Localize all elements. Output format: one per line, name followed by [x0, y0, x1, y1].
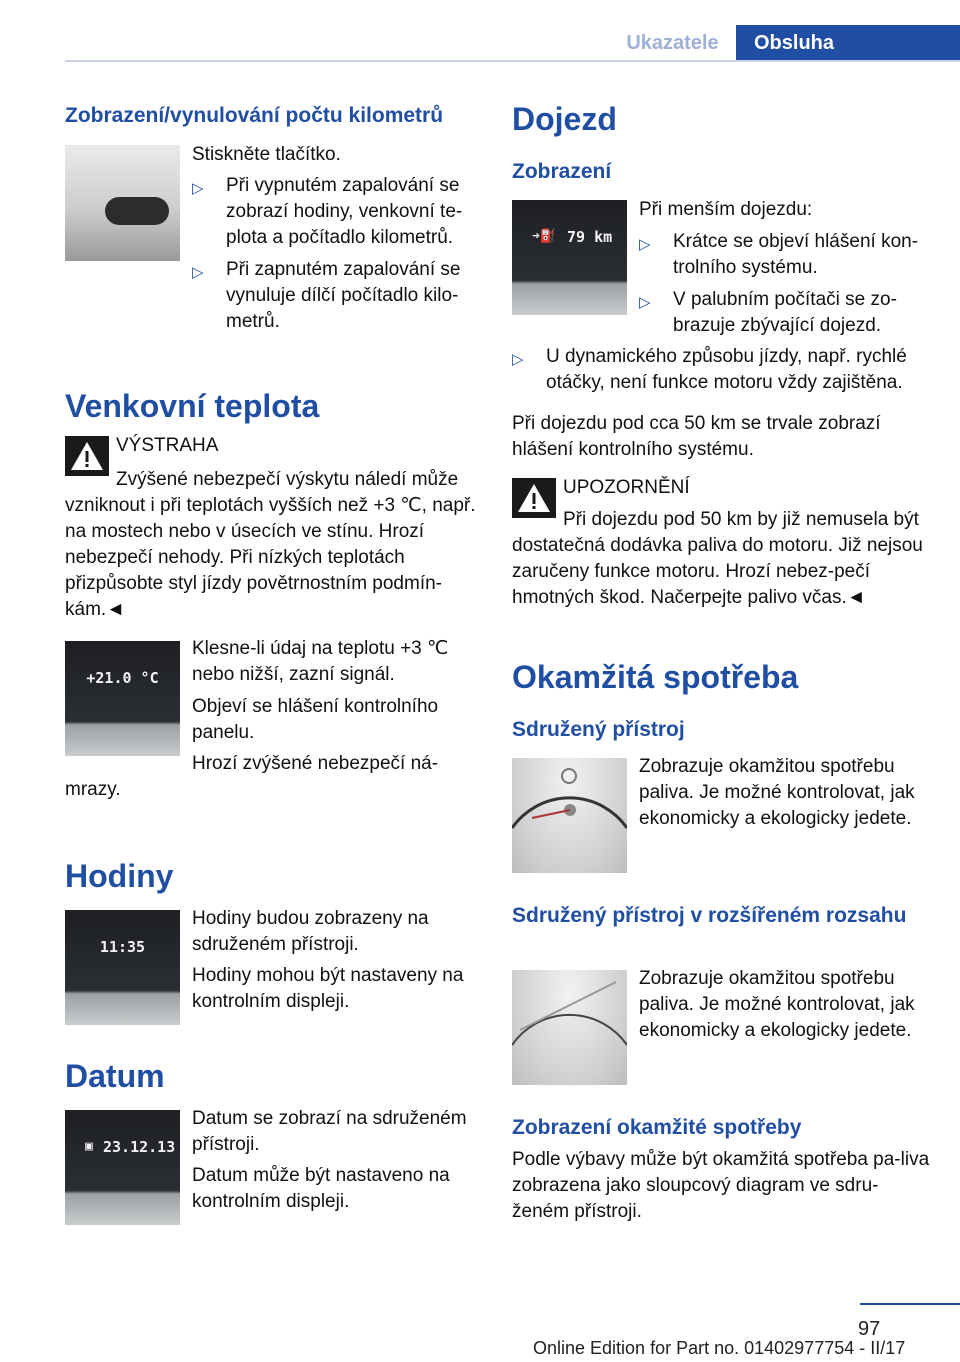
temp-p1: Klesne-li údaj na teplotu +3 ℃ nebo nižší, zazní signál.	[192, 638, 449, 685]
km-p1: Stiskněte tlačítko.	[192, 144, 341, 165]
gauge-photo	[512, 758, 627, 873]
tab-ukazatele[interactable]: Ukazatele	[626, 32, 719, 54]
consumption-title: Okamžitá spotřeba	[512, 659, 799, 695]
range-p1: Při menším dojezdu:	[639, 199, 813, 220]
bullet-triangle-icon: ▷	[192, 264, 204, 281]
header-rule	[65, 60, 960, 62]
range-subtitle: Zobrazení	[512, 160, 612, 183]
temp-display-value: +21.0 °C	[86, 669, 159, 687]
clock-display-photo	[65, 910, 180, 1025]
cluster-subtitle: Sdružený přístroj	[512, 718, 685, 741]
calendar-icon: ▣	[85, 1139, 93, 1154]
bullet-triangle-icon: ▷	[639, 236, 651, 253]
temp-p2: Objeví se hlášení kontrolního panelu.	[192, 696, 439, 743]
bullet-triangle-icon: ▷	[512, 351, 524, 368]
km-bullet-2: Při zapnutém zapalování se vynuluje dílčí počítadlo kilo‐metrů.	[226, 259, 461, 332]
date-display-photo	[65, 1110, 180, 1225]
caution-text: Při dojezdu pod 50 km by již nemusela být dostatečná dodávka paliva do motoru. Již nejsou zaručeny funkce motoru. Hrozí nebez‐pečí hmotných škod. Načerpejte palivo včas.◄	[512, 509, 923, 608]
clock-title: Hodiny	[65, 858, 174, 894]
cluster-text: Zobrazuje okamžitou spotřebu paliva. Je možné kontrolovat, jak ekonomicky a ekologicky jedete.	[639, 756, 915, 829]
footer-rule	[860, 1303, 960, 1305]
fuel-pump-icon: ➜⛽	[532, 229, 557, 244]
km-bullet-1: Při vypnutém zapalování se zobrazí hodiny, venkovní te‐plota a počítadlo kilometrů.	[226, 175, 463, 248]
clock-p1: Hodiny budou zobrazeny na sdruženém přístroji.	[192, 908, 429, 955]
temp-title: Venkovní teplota	[65, 388, 320, 424]
extended-subtitle: Sdružený přístroj v rozšířeném rozsahu	[512, 904, 907, 927]
warning-label: VÝSTRAHA	[116, 435, 219, 456]
page-number: 97	[858, 1318, 881, 1340]
warning-text: Zvýšené nebezpečí výskytu náledí může vzniknout i při teplotách vyšších než +3 ℃, např. na mostech nebo v úsecích ve stínu. Hrozí nebezpečí nehody. Při nízkých teplotách přizpůsobte styl jízdy povětrnostním podmín‐kám.◄	[65, 469, 476, 620]
date-display-value: 23.12.13	[103, 1138, 176, 1156]
range-p2: Při dojezdu pod cca 50 km se trvale zobrazí hlášení kontrolního systému.	[512, 413, 881, 460]
range-title: Dojezd	[512, 101, 617, 137]
bullet-triangle-icon: ▷	[639, 294, 651, 311]
edition-note: Online Edition for Part no. 01402977754 - II/17	[533, 1338, 906, 1358]
extended-text: Zobrazuje okamžitou spotřebu paliva. Je možné kontrolovat, jak ekonomicky a ekologicky jedete.	[639, 968, 915, 1041]
date-title: Datum	[65, 1058, 165, 1094]
km-title: Zobrazení/vynulování počtu kilometrů	[65, 104, 444, 127]
temp-p3: Hrozí zvýšené nebezpečí ná‐mrazy.	[65, 753, 439, 800]
date-p2: Datum může být nastaveno na kontrolním displeji.	[192, 1165, 450, 1212]
button-photo	[65, 145, 180, 261]
clock-p2: Hodiny mohou být nastaveny na kontrolním displeji.	[192, 965, 464, 1012]
display-text: Podle výbavy může být okamžitá spotřeba pa‐liva zobrazena jako sloupcový diagram ve sdru‐ženém přístroji.	[512, 1149, 930, 1222]
caution-label: UPOZORNĚNÍ	[563, 477, 690, 498]
range-bullet-1: Krátce se objeví hlášení kon‐trolního systému.	[673, 231, 919, 278]
bullet-triangle-icon: ▷	[192, 180, 204, 197]
display-subtitle: Zobrazení okamžité spotřeby	[512, 1116, 802, 1139]
range-bullet-2: V palubním počítači se zo‐brazuje zbývající dojezd.	[673, 289, 897, 336]
range-display-photo	[512, 200, 627, 315]
date-p1: Datum se zobrazí na sdruženém přístroji.	[192, 1108, 467, 1155]
gauge-extended-photo	[512, 970, 627, 1085]
tab-obsluha[interactable]: Obsluha	[736, 25, 960, 61]
range-bullet-3: U dynamického způsobu jízdy, např. rychlé otáčky, není funkce motoru vždy zajištěna.	[546, 346, 907, 393]
temp-display-photo	[65, 641, 180, 756]
range-display-value: 79 km	[567, 228, 613, 246]
clock-display-value: 11:35	[99, 938, 146, 956]
